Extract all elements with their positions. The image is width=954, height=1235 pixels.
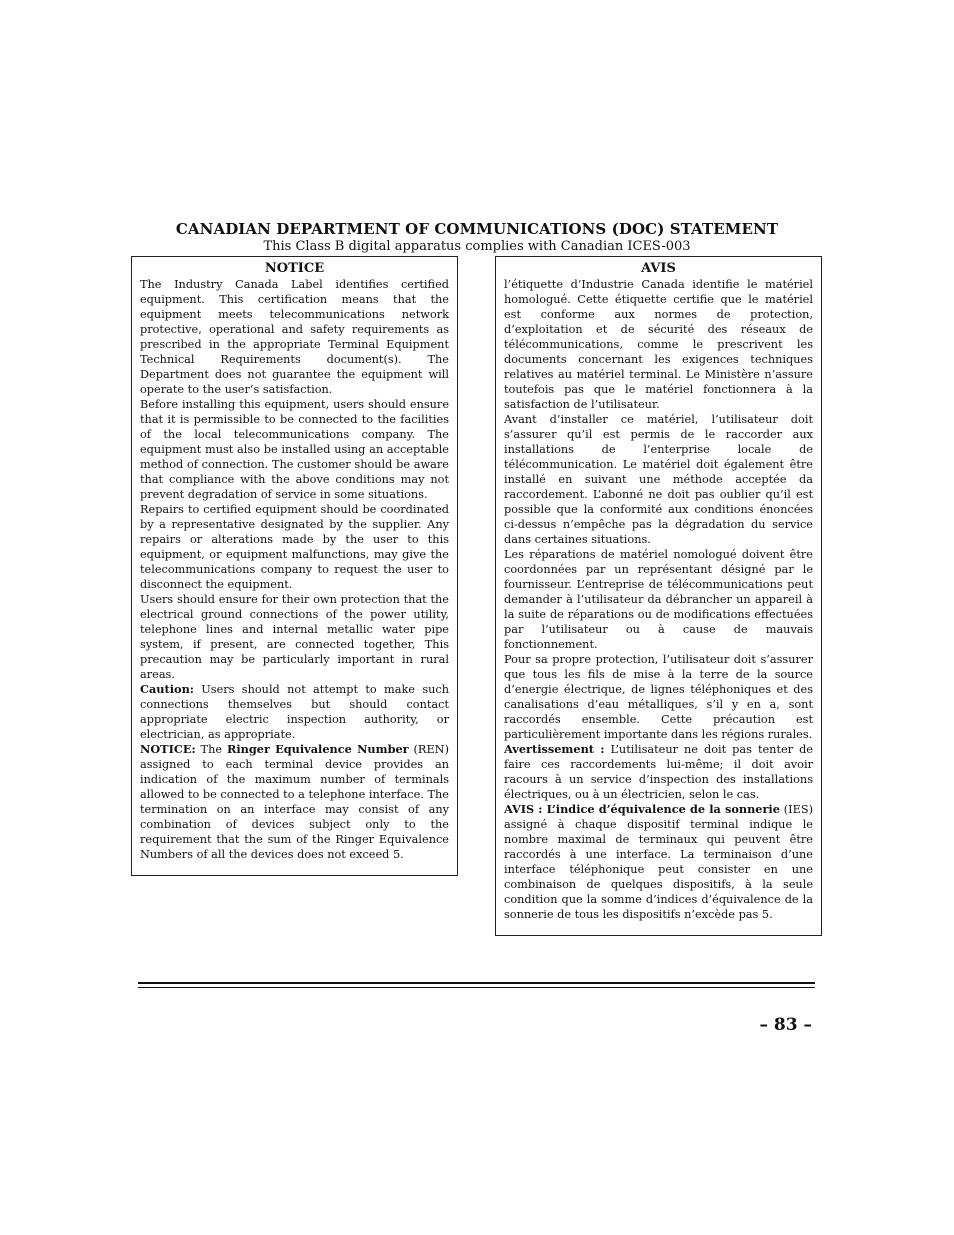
page-subheading: This Class B digital apparatus complies with Canadian ICES-003 <box>263 239 691 254</box>
footer-rule-thick <box>138 982 815 984</box>
notice-paragraph-4: Users should ensure for their own protection that the electrical ground connections of the power utility, telephone lines and internal metallic water pipe system, if present, are connected together, This precaution may be particularly important in rural areas. <box>140 593 449 681</box>
page-number: – 83 – <box>759 1015 812 1035</box>
notice-paragraph-3: Repairs to certified equipment should be coordinated by a representative designated by the supplier. Any repairs or alterations made by the user to this equipment, or equipment malfunctions, may give the telecommunications company to request the user to disconnect the equipment. <box>140 503 449 591</box>
notice-caution-paragraph <box>140 682 449 742</box>
notice-box <box>131 256 458 876</box>
caution-text: Users should not attempt to make such connections themselves but should contact appropriate electric inspection authority, or electrician, as appropriate. <box>140 683 449 741</box>
avis-paragraph-1: l’étiquette d’Industrie Canada identifie le matériel homologué. Cette étiquette certifie que le matériel est conforme aux normes de protection, d’exploitation et de sécurité des réseaux de télécommunications, comme le prescrivent les documents concernant les exigences techniques relatives au matériel terminal. Le Ministère n’assure toutefois pas que le matériel fonctionnera à la satisfaction de l’utilisateur. <box>504 278 813 411</box>
page-heading: CANADIAN DEPARTMENT OF COMMUNICATIONS (DOC) STATEMENT <box>175 220 779 238</box>
notice-the-text: The <box>195 743 227 756</box>
avis-box <box>495 256 822 936</box>
notice-paragraph-2: Before installing this equipment, users should ensure that it is permissible to be connected to the facilities of the local telecommunications company. The equipment must also be installed using an acceptable method of connection. The customer should be aware that compliance with the above conditions may not prevent degradation of service in some situations. <box>140 398 449 501</box>
notice-ren-paragraph <box>140 742 449 862</box>
ren-label: Ringer Equivalence Number <box>226 742 409 756</box>
warning-text: L’utilisateur ne doit pas tenter de faire ces raccordements lui-même; il doit avoir racours à un service d’inspection des installations électriques, ou à un électricien, selon le cas. <box>504 743 813 801</box>
avis-ies-paragraph <box>504 802 813 922</box>
notice-paragraph-1: The Industry Canada Label identifies certified equipment. This certification means that the equipment meets telecommunications network protective, operational and safety requirements as prescribed in the appropriate Terminal Equipment Technical Requirements document(s). The Department does not guarantee the equipment will operate to the user’s satisfaction. <box>140 278 449 396</box>
ies-label: AVIS : L’indice d’équivalence de la sonnerie <box>504 802 780 816</box>
avis-warning-paragraph <box>504 742 813 802</box>
avis-paragraph-2: Avant d’installer ce matériel, l’utilisateur doit s’assurer qu’il est permis de le raccorder aux installations de l’enterprise locale de télécommunication. Le matériel doit également être installé en suivant une méthode acceptée da raccordement. L’abonné ne doit pas oublier qu’il est possible que la conformité aux conditions énoncées ci-dessus n’empêche pas la dégradation du service dans certaines situations. <box>504 413 813 546</box>
notice-label: NOTICE: <box>140 742 196 756</box>
avis-paragraph-4: Pour sa propre protection, l’utilisateur doit s’assurer que tous les fils de mise à la terre de la source d’energie électrique, de lignes téléphoniques et des canalisations d’eau métalliques, s’il y en a, sont raccordés ensemble. Cette précaution est particulièrement importante dans les régions rurales. <box>504 653 813 741</box>
ren-text: (REN) assigned to each terminal device provides an indication of the maximum number of terminals allowed to be connected to a telephone interface. The termination on an interface may consist of any combination of devices subject only to the requirement that the sum of the Ringer Equivalence Numbers of all the devices does not exceed 5. <box>140 743 449 861</box>
ies-text: (IES) assigné à chaque dispositif terminal indique le nombre maximal de terminaux qui peuvent être raccordés à une interface. La terminaison d’une interface téléphonique peut consister en une combinaison de quelques dispositifs, à la seule condition que la somme d’indices d’équivalence de la sonnerie de tous les dispositifs n’excède pas 5. <box>504 803 813 921</box>
avis-title: AVIS <box>641 261 676 276</box>
avis-paragraph-3: Les réparations de matériel nomologué doivent être coordonnées par un représentant désigné par le fournisseur. L’entreprise de télécommunications peut demander à l’utilisateur da débrancher un appareil à la suite de réparations ou de modifications effectuées par l’utilisateur ou à cause de mauvais fonctionnement. <box>504 548 813 651</box>
caution-label: Caution: <box>140 682 194 696</box>
notice-title: NOTICE <box>264 261 325 276</box>
warning-label: Avertissement : <box>504 742 605 756</box>
footer-rule-thin <box>138 987 815 988</box>
